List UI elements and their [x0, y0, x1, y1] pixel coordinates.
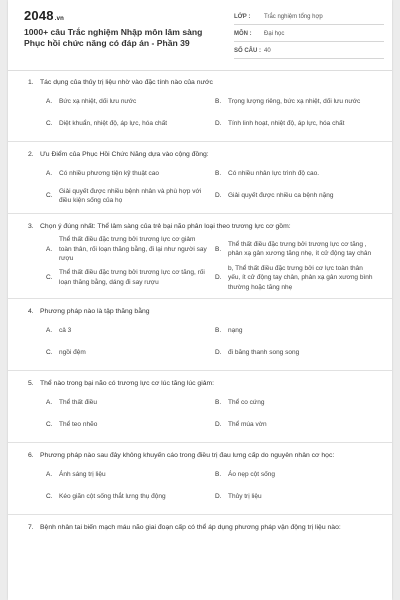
meta-value: 40	[264, 48, 271, 54]
question-stem	[24, 449, 376, 464]
document-header	[8, 0, 392, 58]
meta-value: Đại học	[264, 31, 285, 37]
option-letter: D.	[215, 192, 222, 200]
answer-option-b[interactable]	[215, 320, 376, 342]
option-text: Áo nẹp cột sống	[228, 471, 275, 479]
option-letter: C.	[46, 274, 53, 281]
question-item	[8, 377, 392, 443]
option-letter: C.	[46, 349, 53, 357]
answer-options	[24, 320, 376, 364]
question-text: Thể nào trong bại não có trương lực cơ lúc tăng lúc giảm:	[40, 380, 215, 387]
option-letter: B.	[215, 327, 222, 335]
answer-option-d[interactable]	[215, 264, 376, 293]
question-number: 6.	[28, 452, 34, 459]
question-text: Chọn ý đúng nhất: Thể lâm sàng của trẻ bại não phân loại theo trương lực cơ gồm:	[40, 223, 291, 230]
option-letter: A.	[46, 399, 53, 407]
answer-option-b[interactable]	[215, 464, 376, 486]
answer-option-a[interactable]	[46, 392, 207, 414]
option-text: Trọng lượng riêng, bức xạ nhiệt, dối lưu nước	[228, 98, 361, 106]
option-text: ngồi đệm	[59, 349, 86, 357]
option-text: Thể thất điều đặc trưng bởi trương lực cơ tăng, rối loạn thăng bằng, dáng đi say rượu	[59, 269, 205, 286]
option-text: Thể múa vờn	[228, 421, 267, 429]
question-stem	[24, 377, 376, 392]
question-number: 4.	[28, 308, 34, 315]
answer-option-d[interactable]	[215, 342, 376, 364]
option-text: Bức xạ nhiệt, dối lưu nước	[59, 98, 137, 106]
document-page	[8, 0, 392, 600]
question-stem	[24, 305, 376, 320]
header-divider	[8, 70, 392, 71]
question-number: 5.	[28, 380, 34, 387]
question-list	[8, 76, 392, 548]
option-text: b, Thể thất điều đặc trưng bởi cơ lực toàn thân yếu, ít cử động tay chân, phản xạ gân xương bình thường hoặc tăng nhẹ	[228, 264, 373, 291]
answer-option-a[interactable]	[46, 235, 207, 264]
question-text: Phương pháp nào là tập thăng bằng	[40, 308, 150, 315]
question-number: 2.	[28, 151, 34, 158]
option-text: Giải quyết được nhiều ca bệnh nặng	[228, 192, 334, 200]
option-letter: D.	[215, 274, 222, 281]
option-letter: A.	[46, 327, 53, 335]
option-letter: A.	[46, 170, 53, 178]
question-item	[8, 148, 392, 214]
answer-option-b[interactable]	[215, 163, 376, 185]
answer-option-b[interactable]	[215, 392, 376, 414]
answer-option-d[interactable]	[215, 414, 376, 436]
meta-row-count	[234, 44, 384, 59]
option-text: Tính linh hoạt, nhiệt độ, áp lực, hóa chất	[228, 120, 345, 128]
answer-option-d[interactable]	[215, 486, 376, 508]
option-text: Giải quyết được nhiều bệnh nhân và phù hợp với điều kiện sống của họ	[59, 187, 202, 204]
option-letter: A.	[46, 245, 53, 253]
question-stem	[24, 220, 376, 235]
logo-main: 2048	[24, 8, 54, 23]
answer-option-b[interactable]	[215, 235, 376, 264]
option-letter: A.	[46, 98, 53, 106]
answer-options	[24, 392, 376, 436]
option-letter: B.	[215, 170, 222, 178]
option-letter: B.	[215, 471, 222, 479]
option-text: Kéo giãn cột sống thắt lưng thụ động	[59, 493, 166, 501]
question-text: Ưu Điểm của Phục Hồi Chức Năng dựa vào cộng đồng:	[40, 151, 209, 158]
option-text: Có nhiều nhân lực trình độ cao.	[228, 170, 320, 178]
question-text: Bệnh nhân tai biến mạch máu não giai đoạn cấp có thể áp dụng phương pháp vận động trị liệu nào:	[40, 524, 341, 531]
option-text: Thể co cứng	[228, 399, 265, 407]
meta-label: SỐ CÂU :	[234, 48, 261, 54]
question-item	[8, 220, 392, 299]
question-item	[8, 449, 392, 515]
answer-option-d[interactable]	[215, 185, 376, 207]
question-item	[8, 521, 392, 542]
option-letter: C.	[46, 493, 53, 501]
option-text: đi băng thanh song song	[228, 349, 300, 357]
answer-option-d[interactable]	[215, 113, 376, 135]
option-letter: B.	[215, 399, 222, 407]
option-letter: D.	[215, 421, 222, 429]
document-meta	[234, 10, 384, 61]
meta-row-subject	[234, 27, 384, 42]
option-text: Thể thất điều đặc trưng bởi trương lực cơ giảm toàn thân, rối loạn thăng bằng, đi lại như người say rượu	[59, 236, 207, 262]
answer-option-a[interactable]	[46, 320, 207, 342]
question-number: 7.	[28, 524, 34, 531]
answer-option-a[interactable]	[46, 91, 207, 113]
option-letter: C.	[46, 421, 53, 429]
option-text: Thủy trị liệu	[228, 493, 262, 501]
answer-option-a[interactable]	[46, 163, 207, 185]
meta-value: Trắc nghiệm tổng hợp	[264, 14, 323, 20]
answer-options	[24, 91, 376, 135]
option-text: Thể teo nhẽo	[59, 421, 98, 429]
option-text: Diệt khuẩn, nhiệt độ, áp lực, hóa chất	[59, 120, 168, 128]
option-letter: C.	[46, 192, 53, 200]
option-letter: D.	[215, 493, 222, 501]
answer-option-c[interactable]	[46, 113, 207, 135]
meta-label: MÔN :	[234, 31, 252, 37]
answer-option-c[interactable]	[46, 185, 207, 207]
option-letter: D.	[215, 349, 222, 357]
option-text: Thể thất điều	[59, 399, 97, 407]
option-text: Ánh sáng trị liệu	[59, 471, 106, 479]
answer-options	[24, 464, 376, 508]
answer-options	[24, 163, 376, 207]
question-stem	[24, 148, 376, 163]
option-letter: A.	[46, 471, 53, 479]
question-text: Phương pháp nào sau đây không khuyến cáo trong điều trị đau lưng cấp do nguyên nhân cơ học:	[40, 452, 335, 459]
meta-label: LỚP :	[234, 14, 251, 20]
option-text: Thể thất điều đặc trưng bởi trương lực cơ tăng , phản xạ gân xương tăng nhẹ, ít cử động tay chân	[228, 240, 372, 258]
option-letter: B.	[215, 98, 222, 106]
document-title: 1000+ câu Trắc nghiệm Nhập môn lâm sàng Phục hồi chức năng có đáp án - Phần 39	[24, 27, 203, 48]
option-text: nạng	[228, 327, 243, 335]
question-number: 1.	[28, 79, 34, 86]
logo-sub: .vn	[54, 16, 65, 22]
option-letter: B.	[215, 245, 222, 253]
option-text: cả 3	[59, 327, 72, 335]
question-number: 3.	[28, 223, 34, 230]
answer-option-c[interactable]	[46, 414, 207, 436]
answer-option-b[interactable]	[215, 91, 376, 113]
answer-option-c[interactable]	[46, 486, 207, 508]
question-item	[8, 305, 392, 371]
meta-row-class	[234, 10, 384, 25]
question-text: Tác dụng của thủy trị liệu nhờ vào đặc tính nào của nước	[40, 79, 213, 86]
option-letter: C.	[46, 120, 53, 128]
question-item	[8, 76, 392, 142]
question-stem	[24, 76, 376, 91]
answer-options	[24, 235, 376, 292]
option-text: Có nhiều phương tiện kỹ thuật cao	[59, 170, 160, 178]
option-letter: D.	[215, 120, 222, 128]
answer-option-c[interactable]	[46, 264, 207, 293]
question-stem	[24, 521, 376, 536]
answer-option-a[interactable]	[46, 464, 207, 486]
answer-option-c[interactable]	[46, 342, 207, 364]
